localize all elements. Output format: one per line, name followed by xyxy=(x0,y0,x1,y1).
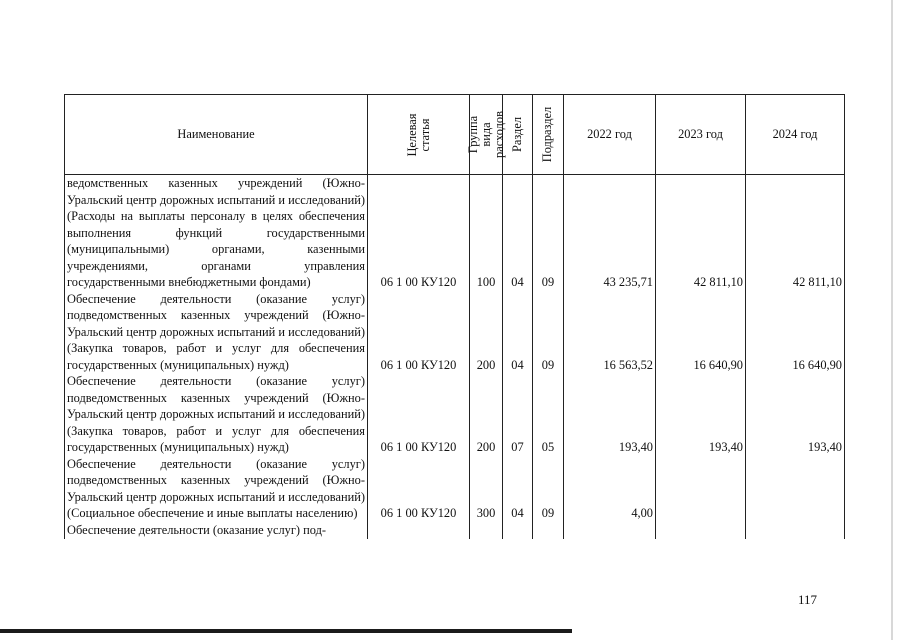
header-2024: 2024 год xyxy=(746,95,845,175)
row-target: 06 1 00 КУ120 xyxy=(368,175,470,291)
table-row-continued xyxy=(65,522,845,539)
header-section: Раздел xyxy=(503,95,533,175)
row-target: 06 1 00 КУ120 xyxy=(368,373,470,456)
header-2022: 2022 год xyxy=(564,95,656,175)
row-section: 04 xyxy=(503,175,533,291)
row-subsection: 09 xyxy=(533,456,564,522)
row-2022: 43 235,71 xyxy=(564,175,656,291)
table-header-row xyxy=(65,95,845,175)
row-group: 200 xyxy=(470,373,503,456)
page-number: 117 xyxy=(798,592,818,607)
row-group: 300 xyxy=(470,456,503,522)
table-row xyxy=(65,456,845,522)
table-row xyxy=(65,291,845,374)
row-2024: 42 811,10 xyxy=(746,175,845,291)
row-2023 xyxy=(656,456,746,522)
row-target: 06 1 00 КУ120 xyxy=(368,456,470,522)
row-name: Обеспечение деятельности (оказание услуг) подведомственных казенных учреждений (Южно-Уральский центр дорожных испытаний и исследований) (Закупка товаров, работ и услуг для обеспечения государственных (муниципальных) нужд) xyxy=(65,291,368,374)
budget-table xyxy=(64,94,845,539)
row-name: Обеспечение деятельности (оказание услуг) под- xyxy=(65,522,368,539)
row-name: Обеспечение деятельности (оказание услуг) подведомственных казенных учреждений (Южно-Уральский центр дорожных испытаний и исследований) (Закупка товаров, работ и услуг для обеспечения государственных (муниципальных) нужд) xyxy=(65,373,368,456)
header-2023: 2023 год xyxy=(656,95,746,175)
row-2023: 42 811,10 xyxy=(656,175,746,291)
header-expense-group: Группа вида расходов xyxy=(470,95,503,175)
row-2024: 193,40 xyxy=(746,373,845,456)
scan-edge-shadow xyxy=(891,0,893,640)
row-group: 200 xyxy=(470,291,503,374)
row-name: ведомственных казенных учреждений (Южно-Уральский центр дорожных испытаний и исследований) (Расходы на выплаты персоналу в целях обеспечения выполнения функций государственными (муниципальными) органами, казенными учреждениями, органами управления государственными внебюджетными фондами) xyxy=(65,175,368,291)
row-2023: 16 640,90 xyxy=(656,291,746,374)
row-2022: 193,40 xyxy=(564,373,656,456)
row-name: Обеспечение деятельности (оказание услуг) подведомственных казенных учреждений (Южно-Уральский центр дорожных испытаний и исследований) (Социальное обеспечение и иные выплаты населению) xyxy=(65,456,368,522)
table-row xyxy=(65,373,845,456)
header-target: Целевая статья xyxy=(368,95,470,175)
row-2022: 4,00 xyxy=(564,456,656,522)
row-section: 04 xyxy=(503,291,533,374)
row-section: 07 xyxy=(503,373,533,456)
row-2024: 16 640,90 xyxy=(746,291,845,374)
row-2022: 16 563,52 xyxy=(564,291,656,374)
row-target: 06 1 00 КУ120 xyxy=(368,291,470,374)
row-2024 xyxy=(746,456,845,522)
header-subsection: Подраздел xyxy=(533,95,564,175)
row-subsection: 05 xyxy=(533,373,564,456)
table-row xyxy=(65,175,845,291)
scan-edge-line xyxy=(0,629,572,633)
row-2023: 193,40 xyxy=(656,373,746,456)
row-subsection: 09 xyxy=(533,291,564,374)
row-group: 100 xyxy=(470,175,503,291)
row-subsection: 09 xyxy=(533,175,564,291)
header-name: Наименование xyxy=(65,95,368,175)
row-section: 04 xyxy=(503,456,533,522)
